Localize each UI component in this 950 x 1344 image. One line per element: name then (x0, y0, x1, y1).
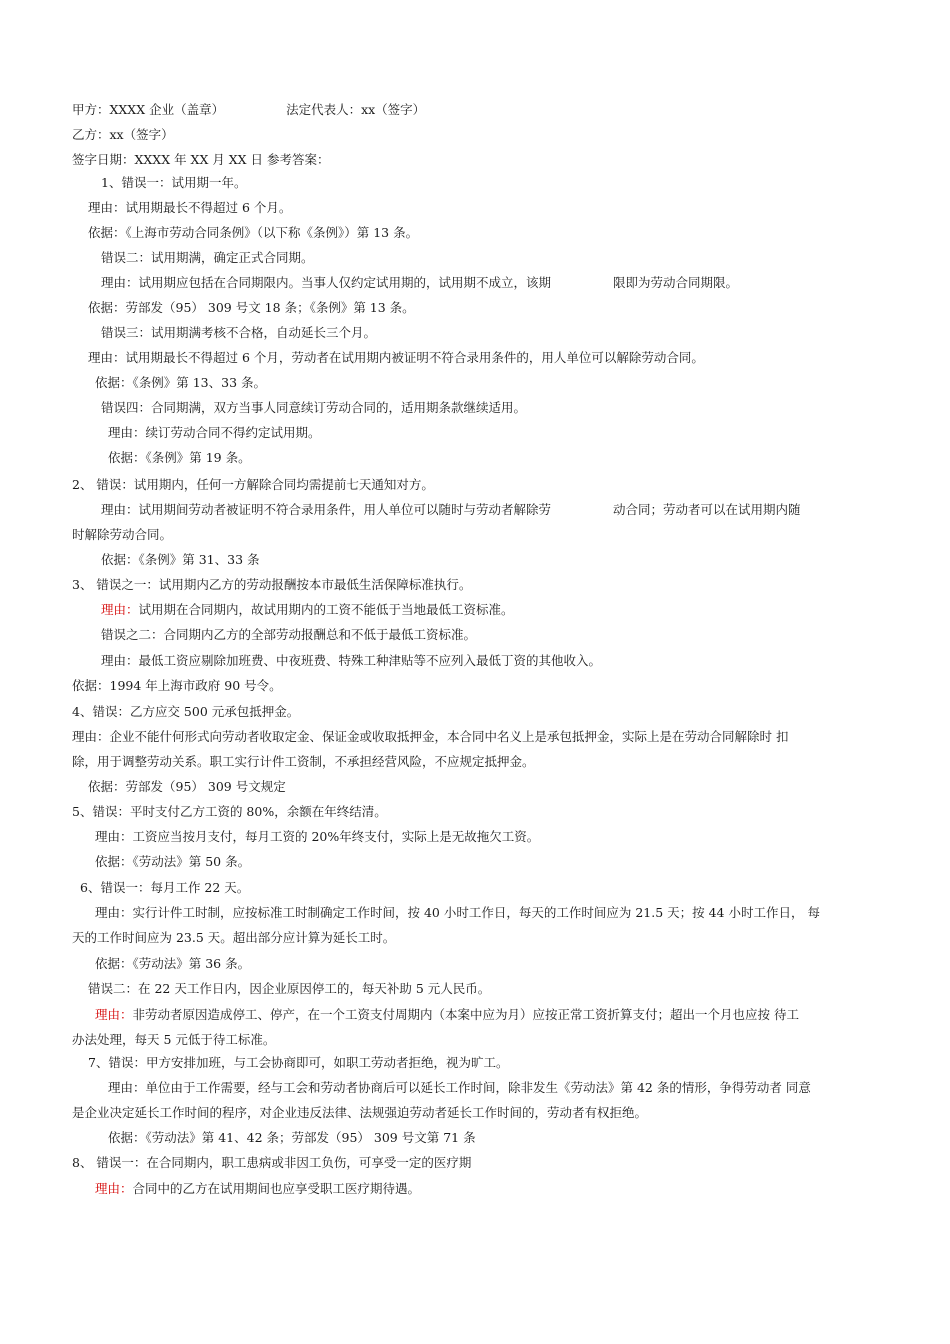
text-line (72, 476, 434, 494)
text-segment: 8、 错误一：在合同期内，职工患病或非因工负伤，可享受一定的医疗期 (72, 1155, 472, 1170)
text-segment: 理由：试用期最长不得超过 6 个月。 (88, 200, 292, 215)
text-segment: 2、 错误：试用期内，任何一方解除合同均需提前七天通知对方。 (72, 477, 434, 492)
text-line (72, 929, 395, 947)
text-line (72, 728, 788, 746)
text-line (88, 980, 490, 998)
text-segment: 依据：《条例》第 13、33 条。 (95, 375, 267, 390)
text-segment: 动合同；劳动者可以在试用期内随 (613, 502, 801, 517)
text-line (101, 626, 476, 644)
text-segment: 是企业决定延长工作时间的程序，对企业违反法律、法规强迫劳动者延长工作时间的，劳动者有权拒绝。 (72, 1105, 648, 1120)
text-line (72, 1154, 471, 1172)
highlighted-label: 理由： (95, 1181, 133, 1196)
text-segment: 法定代表人：xx（签字） (286, 102, 426, 117)
text-segment: 错误二：在 22 天工作日内，因企业原因停工的，每天补助 5 元人民币。 (88, 981, 491, 996)
text-segment: 错误之二：合同期内乙方的全部劳动报酬总和不低于最低工资标准。 (101, 627, 477, 642)
text-line (72, 151, 330, 169)
text-segment: 理由：单位由于工作需要，经与工会和劳动者协商后可以延长工作时间，除非发生《劳动法》第 42 条的情形，争得劳动者 同意 (108, 1080, 811, 1095)
text-line (108, 1079, 811, 1097)
text-line (101, 174, 246, 192)
text-line (108, 424, 321, 442)
text-segment: 7、错误：甲方安排加班，与工会协商即可，如职工劳动者拒绝，视为旷工。 (88, 1055, 509, 1070)
text-line (88, 224, 418, 242)
text-segment: 甲方：XXXX 企业（盖章） (72, 102, 225, 117)
text-line (101, 501, 801, 519)
text-segment: 1、错误一：试用期一年。 (101, 175, 247, 190)
text-line (80, 879, 249, 897)
text-line (88, 299, 415, 317)
text-line (101, 249, 314, 267)
text-line (101, 652, 601, 670)
text-segment: 理由：试用期最长不得超过 6 个月，劳动者在试用期内被证明不符合录用条件的，用人单位可以解除劳动合同。 (88, 350, 704, 365)
text-line (72, 1104, 647, 1122)
text-segment: 理由：试用期间劳动者被证明不符合录用条件，用人单位可以随时与劳动者解除劳 (101, 502, 552, 517)
text-line (95, 853, 250, 871)
text-segment: 理由：工资应当按月支付，每月工资的 20%年终支付，实际上是无故拖欠工资。 (95, 829, 540, 844)
text-segment: 错误三：试用期满考核不合格，自动延长三个月。 (101, 325, 377, 340)
text-segment: 合同中的乙方在试用期间也应享受职工医疗期待遇。 (132, 1181, 421, 1196)
text-line (95, 1180, 420, 1198)
text-segment: 依据：《劳动法》第 50 条。 (95, 854, 251, 869)
text-segment: 时解除劳动合同。 (72, 527, 173, 542)
text-line (95, 374, 266, 392)
text-line (88, 1054, 508, 1072)
text-line (95, 955, 250, 973)
text-segment: 试用期在合同期内，故试用期内的工资不能低于当地最低工资标准。 (138, 602, 514, 617)
text-segment: 3、 错误之一：试用期内乙方的劳动报酬按本市最低生活保障标准执行。 (72, 577, 472, 592)
text-segment: 依据：1994 年上海市政府 90 号令。 (72, 678, 282, 693)
text-segment: 依据：《劳动法》第 36 条。 (95, 956, 251, 971)
text-line (72, 677, 282, 695)
text-line (88, 199, 291, 217)
text-segment: 除，用于调整劳动关系。职工实行计件工资制，不承担经营风险，不应规定抵押金。 (72, 754, 535, 769)
text-line (72, 526, 172, 544)
text-segment: 理由：实行计件工时制，应按标准工时制确定工作时间，按 40 小时工作日，每天的工作时间应为 21.5 天；按 44 小时工作日， 每 (95, 905, 820, 920)
text-line (95, 1006, 799, 1024)
text-segment: 理由：续订劳动合同不得约定试用期。 (108, 425, 321, 440)
text-segment: 4、错误：乙方应交 500 元承包抵押金。 (72, 704, 300, 719)
text-line (101, 399, 526, 417)
text-segment: 错误二：试用期满，确定正式合同期。 (101, 250, 314, 265)
text-line (95, 828, 539, 846)
text-segment: 依据：《条例》第 31、33 条 (101, 552, 260, 567)
text-line (108, 449, 251, 467)
text-line (101, 601, 514, 619)
text-line (95, 904, 820, 922)
text-segment: 乙方：xx（签字） (72, 127, 174, 142)
text-line (72, 1031, 275, 1049)
text-line (108, 1129, 476, 1147)
text-segment: 理由：最低工资应剔除加班费、中夜班费、特殊工种津贴等不应列入最低丁资的其他收入。 (101, 653, 602, 668)
text-line (72, 126, 174, 144)
text-segment: 5、错误：平时支付乙方工资的 80%，余额在年终结清。 (72, 804, 387, 819)
text-segment: 签字日期：XXXX 年 XX 月 XX 日 参考答案： (72, 152, 330, 167)
text-segment: 依据：劳部发（95） 309 号文规定 (88, 779, 286, 794)
text-line (88, 349, 704, 367)
text-segment: 依据：劳部发（95） 309 号文 18 条；《条例》第 13 条。 (88, 300, 415, 315)
text-segment: 理由：企业不能什何形式向劳动者收取定金、保证金或收取抵押金，本合同中名义上是承包抵押金，实际上是在劳动合同解除时 扣 (72, 729, 789, 744)
text-segment: 依据：《上海市劳动合同条例》（以下称《条例》）第 13 条。 (88, 225, 419, 240)
text-line (101, 551, 260, 569)
text-line (72, 101, 425, 119)
text-segment: 6、错误一：每月工作 22 天。 (80, 880, 250, 895)
text-segment: 天的工作时间应为 23.5 天。超出部分应计算为延长工时。 (72, 930, 396, 945)
text-segment: 限即为劳动合同期限。 (613, 275, 739, 290)
text-line (72, 803, 387, 821)
text-segment: 依据：《劳动法》第 41、42 条；劳部发（95） 309 号文第 71 条 (108, 1130, 476, 1145)
text-line (72, 753, 535, 771)
text-segment: 理由：试用期应包括在合同期限内。当事人仅约定试用期的，试用期不成立，该期 (101, 275, 552, 290)
text-line (88, 778, 286, 796)
text-line (72, 576, 471, 594)
text-segment: 办法处理，每天 5 元低于待工标准。 (72, 1032, 276, 1047)
text-line (101, 274, 738, 292)
text-line (72, 703, 299, 721)
text-segment: 错误四：合同期满，双方当事人同意续订劳动合同的，适用期条款继续适用。 (101, 400, 527, 415)
highlighted-label: 理由： (95, 1007, 133, 1022)
text-segment: 非劳动者原因造成停工、停产，在一个工资支付周期内（本案中应为月）应按正常工资折算支付；超出一个月也应按 待工 (132, 1007, 799, 1022)
highlighted-label: 理由： (101, 602, 139, 617)
text-line (101, 324, 376, 342)
text-segment: 依据：《条例》第 19 条。 (108, 450, 251, 465)
